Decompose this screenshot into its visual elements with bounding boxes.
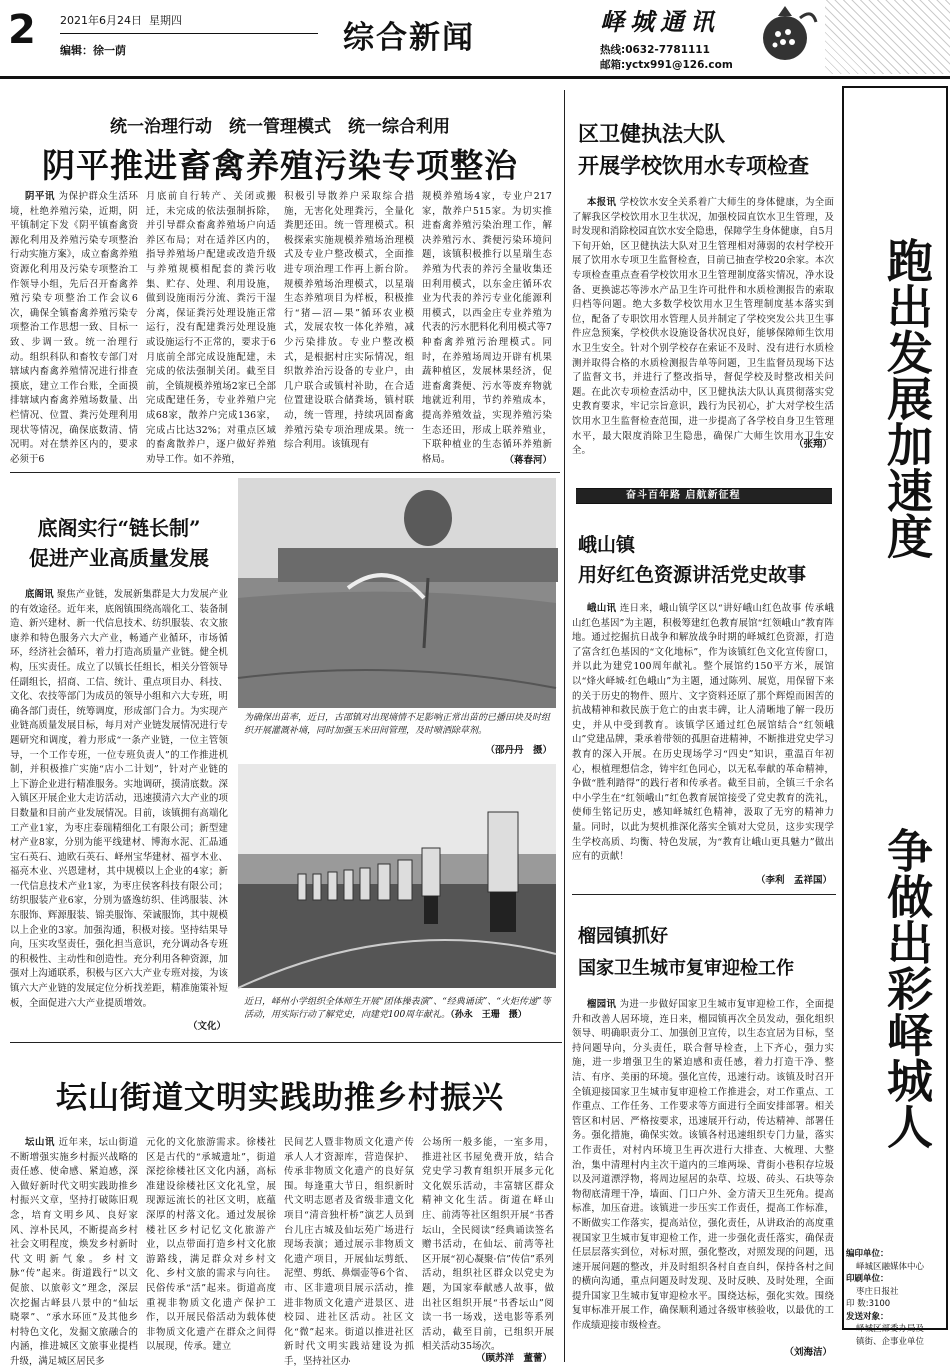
header-pattern — [825, 0, 950, 74]
imprint-l8: 镇街、企事业单位 — [856, 1336, 925, 1347]
header-rule — [0, 76, 950, 79]
photo2-caption — [244, 996, 554, 1022]
article6-col3 — [284, 1136, 414, 1366]
slogan-line1: 跑出发展加速度 — [880, 237, 934, 559]
article1-col4-text: 规模养殖场4家，专业户217家，散养户515家。为切实推进畜禽养殖污染治理工作，解决养殖污水、粪便污染环境问题，该镇积极推行以星瑞生态养殖为代表的养污全量收集还田利用模式，以东金庄循环农业为代表的养污专业化能源利用模式，以西金庄专业养殖为代表的污水肥料化利用模式等7种畜禽养殖污治理模式。同时，在养殖场周边开辟有机果蔬种植区，发展林果经济，促进畜禽粪便、污水等废弃物就地就近利用，节约养殖成本，提高养殖效益，实现养殖污染生态还田，形成上联养殖业，下联种植业的生态循环养殖新格局。 — [422, 191, 552, 465]
article1-col3 — [284, 190, 414, 466]
article4-bottom-rule — [572, 894, 836, 895]
page-number: 2 — [8, 7, 36, 53]
photo1-credit: （邵丹丹 摄） — [485, 745, 552, 756]
center-vertical-rule — [564, 90, 565, 1130]
article6-vertical-rule — [564, 1130, 565, 1362]
slogan-line2: 争做出彩峄城人 — [880, 827, 934, 1149]
article3-body — [10, 588, 228, 1018]
photo1-caption: 为确保出苗率，近日，古邵镇对出现墒情不足影响正常出苗的已播田块及时组织开展灌溉补墒，同时加强玉米田间管理，及时喷洒除草剂。 — [244, 713, 551, 736]
article6-headline: 坛山街道文明实践助推乡村振兴 — [56, 1080, 504, 1116]
article5-headline-l1: 榴园镇抓好 — [578, 926, 668, 947]
imprint-l2: 峄城区融媒体中心 — [856, 1261, 925, 1272]
article4-lead: 峨山讯 — [587, 603, 617, 614]
article3-byline: （文化） — [187, 1021, 226, 1032]
article2-byline: （张翔） — [793, 439, 832, 450]
article1-col3-text: 积极引导散养户采取综合措施，无害化处理粪污，全量化粪肥还田。统一管理模式。积极探索实施规模养殖场治理模式及专业户整改模式，全面推进专项治理工作再上新台阶。规模养殖场治理模式，以星瑞生态养殖项目为样板，积极推行“猪—沼—果”循环农业模式，发展农牧一体化养殖，减少污染排放。专业户整改模式，是根据村庄实际情况，组织散养治污设备的专业户，由几户联合或镇村补助，在合适位置建设联合储粪场，镇村联动，统一管理，持续巩固畜禽养殖污染专项治理成果。统一综合利用。该镇现有 — [284, 191, 414, 451]
article6-lead: 坛山讯 — [25, 1137, 55, 1148]
article1-headline: 阴平推进畜禽养殖污染专项整治 — [42, 146, 518, 185]
article5-lead: 榴园讯 — [587, 999, 617, 1010]
article6-col1 — [10, 1136, 138, 1366]
article3-headline-l2: 促进产业高质量发展 — [29, 546, 209, 570]
photo2-credit: （孙永 王珊 摄） — [450, 1010, 527, 1020]
issue-date — [60, 12, 182, 28]
article1-col1-text: 为保护群众生活环境，杜绝养殖污染，近期，阴平镇制定下发《阴平镇畜禽资源化利用及养殖污染专项整治行动实施方案》，成立畜禽养殖资源化利用及污染专项整治工作领导小组，先后召开畜禽养殖污染专项整治工作会议6次，确保全镇畜禽养殖污染专项整治工作思想一致、目标一致、步调一致。统一治理行动。组织科队和畜牧专部门对辖域内畜禽养殖情况进行排查摸底，建立工作台账，全面摸排辖域内畜禽养殖场数量、出栏情况、位置、粪污处理利用现状等情况，确保底数清、情况明。对在禁养区内的，要求必须于6 — [10, 191, 138, 465]
editor: 编辑：徐一荫 — [60, 44, 126, 57]
article6-top-rule — [10, 1042, 562, 1043]
slogan-box — [842, 86, 948, 1330]
article2-lead: 本报讯 — [587, 197, 617, 208]
article5-byline: （刘海洁） — [784, 1347, 832, 1358]
article4-text: 连日来，峨山镇学区以“讲好峨山红色故事 传承峨山红色基因”为主题，积极筹建红色教育展馆“红领峨山”教育阵地。通过挖掘抗日战争和解放战争时期的峄城红色资源，打造了富含红色基因的“文化地标”，作为该镇红色文化宣传窗口，并以此为建党100周年献礼。整个展馆约150平方米，展馆以“烽火峄城·红色峨山”为主题，通过陈列、展览，用保留下来的关于历史的物件、照片、文字资料还原了那个辉煌而困苦的抗战精神和救民族于危亡的由衷丰碑，让人清晰地了解一段历史，并从中受到教育。该镇学区通过红色展馆结合“红领峨山”党建品牌，秉承着带领的孤胆奋进精神，不断推进党史学习教育的深入开展。在历史现场学习“四史”知识，重温百年初心，根植理想信念，铸牢红色同心，以无私奉献的革命精神，争做“胜利踏得”的践行者和传承者。截至目前，全镇三千余名中小学生在“红领峨山”红色教育展馆接受了党史教育的洗礼，使师生铭记历史，感知峄城红色精神，汲取了无穷的精神力量。同时，以此为契机推深化落实全镇对大党员，这步实现学生学校高质、均衡、特色发展，为“教育让峨山更具魅力”做出应有的贡献！ — [572, 603, 834, 863]
imprint — [846, 1248, 946, 1348]
article6-col1-text: 近年来，坛山街道不断增强实施乡村振兴战略的责任感、使命感、紧迫感，深入做好新时代文明实践助推乡村振兴文章，坚持打破陈旧观念，培育文明乡风、良好家风、淳朴民风，不断提高乡村社会文明程度，焕发乡村新时代文明新气象。乡村文脉“传”起来。街道践行“以文促旅、以旅彰文”理念，深层次挖掘古峄县八景中的“仙坛晓翠”、“承水环匝”及其他乡村特色文化，发掘文旅融合的内涵，推进城区文旅事业提档升级，满足城区居民多 — [10, 1137, 138, 1367]
page-header — [0, 0, 950, 82]
article2-headline-l2: 开展学校饮用水专项检查 — [578, 153, 809, 178]
article6-byline: （顾苏洋 董蕾） — [475, 1353, 552, 1364]
weekday: 星期四 — [149, 14, 182, 27]
article5-text: 为进一步做好国家卫生城市复审迎检工作，全面提升和改善人居环境，连日来，榴园镇再次全员发动，强化组织领导、明确职责分工、加强创卫宣传，以生态宜居为目标，坚持问题导向，分头责任，联合督导检查，上下齐心，强力实施，进一步增强卫生的紧迫感和责任感，着力打造干净、整洁、有序、美丽的环境。强化宣传，迅速行动。该镇及时召开全镇迎接国家卫生城市复审迎检工作推进会，对工作重点、工作重点、工作任务、工作要求等方面进行全面安排部署。相关管区和村居、严格按要求，迅速展开行动，传达精神、部署任务。强化措施，确保实效。该镇各村迅速组织专门力量，落实工作责任，对村内环境卫生再次进行大排查、大梳理、大整治，集中清理村内主次干道内的三堆两垛、背街小巷积存垃圾以及河道漂浮物，将周边屋居的杂草、垃圾、砖头、石块等杂物彻底清理干净，墙面、门口户外、金方清天卫生死角。提高标准，加压奋进。该镇进一步压实工作责任，提高工作标准，不断做实工作落实，提高站位，强化责任，从讲政治的高度重视国家卫生城市复审迎检工作，进一步强化责任落实，确保责任层层落实到位，对标对照，强化整改，对照发现的问题，迅速开展问题的整改，并及时组织各村自查自纠，保持各村之间的横向沟通，重点问题及时发现、及时反映、及时处理，全面提升国家卫生城市复审迎检水平。围绕达标，强化实效。围绕复审标准开展工作，确保顺利通过各级审核验收，以最优的工作成绩迎接市级检查。 — [572, 999, 834, 1332]
photo-irrigation — [238, 478, 556, 708]
article3-text: 聚焦产业链，发展新集群是大力发展产业的有效途径。近年来，底阁镇围绕高端化工、装备制造、新兴建材、新一代信息技术、纺织服装、农文旅康养和特色服务六大产业，畅通产业循环，市场循环，经济社会循环，着力打造高质量产业链。健全机构，压实责任。成立了以镇长任组长，相关分管领导任副组长，招商、工信、统计、重点项目办、科技、文化、农技等部门为成员的领导小组和六大专班，明确各部门责任，统筹调度，形成部门合力。为实现产业链高质量发展目标，每月对产业链发展情况进行专题研究和调度，着力形成“一条产业链，一位主管领导，一个工作专班，一位专班负责人”的工作推进机制，并积极推广实施“店小二计划”，针对产业链的上下游企业进行精准服务。实地调研，摸清底数。深入镇区开展企业大走访活动，迅速摸清六大产业的项目数量和目前产业发展情况。目前，该镇拥有高端化工产业1家，为枣庄泰瑞精细化工有限公司；新型建材产业8家，分别为能平线建材、博海水泥、汇晶通宝石英石、迪欧石英石、峄州宝华建材、福亨木业、福亮木业、兴恩建材，其中规模以上企业的4家；新一代信息技术产业1家，为枣庄侯客科技有限公司；纺织服装产业6家，分别为盛逸纺织、佳鸿服装、沐东服饰、辉源服装、锦美服饰、荣诚服饰，其中规模以上企业的3家。加强沟通，积极对接。坚持结果导向，压实攻坚责任，强化担当意识，充分调动各专班的积极性、主动性和创造性。充分利用各种资源，加强对上沟通联系，积极与区六大产业专班对接，为该镇六大产业链的发展定位分析找差距，精准施策补短板，全面促进六大产业提质增效。 — [10, 589, 228, 1009]
imprint-l6: 发送对象： — [846, 1311, 889, 1322]
article4-byline: （李利 孟祥国） — [755, 875, 832, 886]
article3-lead: 底阁讯 — [25, 589, 54, 600]
article1-bottom-rule — [10, 472, 560, 473]
article5-headline-l2: 国家卫生城市复审迎检工作 — [578, 958, 794, 979]
banner-text: 奋斗百年路 启航新征程 — [626, 490, 741, 501]
article5-body — [572, 998, 834, 1342]
article6-col2-text: 元化的文化旅游需求。徐楼社区是古代的“承城遗址”，街道深挖徐楼社区文化内涵，高标准建设徐楼社区文化礼堂，展现源远流长的社区文明，底蕴深厚的村落文化。通过发展徐楼社区乡村记忆文化旅游产业，以点带面打造乡村文化旅游路线，满足群众对乡村文化、乡村文旅的需求与向往。民俗传承“活”起来。街道高度重视非物质文化遗产保护工作，以开展民俗活动为载体使非物质文化遗产在群众之间得以展现，传承。建立 — [146, 1137, 276, 1353]
section-title: 综合新闻 — [343, 20, 475, 56]
article1-byline: （蒋春河） — [504, 455, 552, 466]
masthead: 峄城通讯 — [600, 7, 720, 36]
article1-lead: 阴平讯 — [25, 191, 55, 202]
date: 2021年6月24日 — [60, 14, 142, 27]
article6-col3-text: 民间艺人暨非物质文化遗产传承人人才资源库，营造保护、传承非物质文化遗产的良好氛围。每逢重大节日，组织新时代文明志愿者及省级非遗文化项目“清音独杆桥”演艺人员到台儿庄古城及仙坛苑广场进行现场表演；通过展示非物质文化遗产项目，开展仙坛剪纸、泥塑、剪纸、鼻烟壶等6个省、市、区非遗项目展示活动，推进非物质文化遗产进景区、进校园、进社区活动。社区文化“微”起来。街道以推进社区新时代文明实践站建设为抓手，坚持社区办 — [284, 1137, 414, 1367]
article1-col2-text: 月底前自行转产、关闭或搬迁，未完成的依法强制拆除，并引导群众畜禽养殖场户向适养区布局；对在适养区内的，指导养殖场户配建或改造升级与养殖规模相配套的粪污收集、贮存、处理、利用设施，做到设施雨污分流、粪污干湿分离，保证粪污处理设施正常运行，没有配建粪污处理设施或设施运行不正常的，要求于6月底前全部完成设施配建，未完成的依法强制关闭。截至目前，全镇规模养殖场2家已全部完成配建任务，专业养殖户完成68家，散养户完成136家，完成占比达32%；对重点区域的畜禽散养户，逐户做好养殖劝导工作。如不养殖， — [146, 191, 276, 465]
article4-headline-l1: 峨山镇 — [578, 534, 636, 556]
article2-headline-l1: 区卫健执法大队 — [578, 121, 725, 146]
email: 邮箱:yctx991@126.com — [600, 59, 733, 71]
imprint-l4: 枣庄日报社 — [856, 1286, 899, 1297]
article1-col2 — [146, 190, 276, 466]
article4-body — [572, 602, 834, 870]
pomegranate-logo — [750, 0, 820, 70]
imprint-l1: 编印单位： — [846, 1249, 889, 1259]
article6-col2 — [146, 1136, 276, 1366]
article6-col4 — [422, 1136, 554, 1353]
imprint-l3: 印刷单位： — [846, 1274, 889, 1284]
article6-col4-text: 公场所一般多能，一室多用，推进社区书屋免费开放，结合党史学习教育组织开展多元化文化娱乐活动，丰富辖区群众精神文化生活。街道在峄山庄、前湾等社区组织开展“书香坛山，全民阅读”经典诵读签名赠书活动，在仙坛、前湾等社区开展“初心凝聚·信”传信”系列活动，组织社区群众以党史为题，为国家奉献感人故事，做出社区组织开展“书香坛山”阅读一书一场戏，送电影等系列活动，截至目前，已组织开展相关活动35场次。 — [422, 1137, 554, 1353]
article1-col1 — [10, 190, 138, 466]
article1-kicker: 统一治理行动 统一管理模式 统一综合利用 — [110, 117, 450, 137]
imprint-l7: 峄城区部委办局及 — [856, 1324, 925, 1334]
article3-headline-l1: 底阁实行“链长制” — [37, 516, 201, 540]
banner — [576, 488, 832, 504]
header-divider-left — [60, 33, 318, 34]
article2-text: 学校饮水安全关系着广大师生的身体健康，为全面了解我区学校饮用水卫生状况，加强校园直饮水卫生管理，及时发现和消除校园直饮水安全隐患，保障学生身体健康，自5月下旬开始，区卫健执法大队对卫生管理相对薄弱的农村学校开展了饮用水专项卫生监督检查，目前已抽查学校20余家。本次专项检查重点查看学校饮用水卫生管理制度落实情况，净水设备、更换滤芯等涉水产品卫生许可批件和水质检测报告的索取归档等问题。绝大多数学校饮用水卫生管理制度基本落实到位，配备了专职饮用水管理人员并制定了学校突发公共卫生事件应急预案，学校供水设施设备状况良好，能够保障师生饮用水卫生安全。针对个别学校存在索证不及时、没有进行水质检测并取得合格的水质检测报告单等问题，卫生监督员现场下达了监督文书，并进行了整改指导，督促学校及时整改相关问题。在此次专项检查活动中，区卫健执法大队认真贯彻落实党史教育要求，牢记宗旨意识，践行为民初心，扩大对学校生活饮用水卫生监督检查范围，进一步提高了各学校自身卫生管理水平，最大限度消除卫生隐患，确保广大师生饮用水卫生安全。 — [572, 197, 834, 457]
imprint-l5: 印 数:3100 — [846, 1299, 891, 1309]
hotline: 热线:0632-7781111 — [600, 44, 710, 56]
photo2-caption-text: 近日，峄州小学组织全体师生开展“团体操表演”、“经典诵读”、“火炬传递”等活动，用实际行动了解党史，向建党100周年献礼。 — [244, 997, 551, 1020]
article4-headline-l2: 用好红色资源讲活党史故事 — [578, 564, 807, 586]
photo-students — [238, 764, 556, 988]
